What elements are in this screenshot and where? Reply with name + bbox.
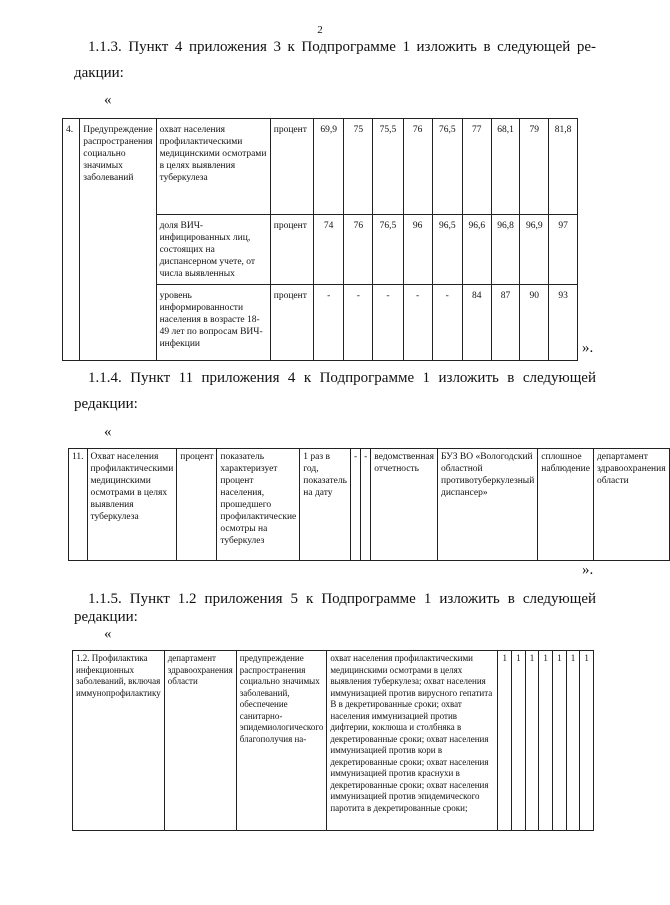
value-cell: 68,1 [491,119,520,215]
value-cell: 75 [344,119,373,215]
value-cell: 96,8 [491,215,520,285]
value-cell: 76 [344,215,373,285]
year-mark: 1 [580,651,594,831]
row-number: 11. [69,449,88,561]
section-heading-1: 1.1.3. Пункт 4 приложения 3 к Подпрограмме 1 изложить в следующей ре- [88,39,596,55]
definition: показатель характеризует процент населения, прошедшего профилактические осмотры на туберкулез [217,449,300,561]
value-cell: - [403,285,432,361]
section-heading-3: 1.1.5. Пункт 1.2 приложения 5 к Подпрограмме 1 изложить в следующей [88,591,596,607]
unit: процент [270,215,313,285]
unit: процент [270,119,313,215]
value-cell: 97 [549,215,578,285]
measure-name: Предупреждение распространения социально значимых заболеваний [80,119,156,361]
value-cell: 96,6 [462,215,491,285]
data-source: ведомственная отчетность [371,449,438,561]
value-cell: - [373,285,403,361]
goal: предупреждение распространения социально значимых заболеваний, обеспечение санитарно-эпидемиологического благополучия на- [236,651,327,831]
activity-name: 1.2. Профилактика инфекционных заболеваний, включая иммунопрофилактику [73,651,165,831]
value-cell: 87 [491,285,520,361]
indicators-table-2 [68,448,670,561]
empty-dash: - [350,449,360,561]
periodicity: 1 раз в год, показатель на дату [300,449,351,561]
section-heading-3-cont: редакции: [74,609,138,625]
indicators-list: охват населения профилактическими медицинскими осмотрами в целях выявления туберкулеза; охват населения иммунизацией против вирусного гепатита В в декретированные сроки; охват населения иммунизацией против дифтерии, коклюша и столбняка в декретированные сроки; охват населения иммунизацией против кори в декретированные сроки; охват населения иммунизацией против краснухи в декретированные сроки; охват населения иммунизацией против эпидемического паротита в декретированные сроки; [327,651,498,831]
year-mark: 1 [525,651,539,831]
year-mark: 1 [512,651,526,831]
section-heading-1-cont: дакции: [74,65,124,81]
close-quote-2: ». [582,562,594,578]
observation-method: сплошное наблюдение [538,449,594,561]
value-cell: 76,5 [373,215,403,285]
value-cell: 79 [520,119,549,215]
responsible-org: БУЗ ВО «Вологодский областной противотуберкулезный диспансер» [438,449,538,561]
section-heading-2-cont: редакции: [74,396,138,412]
open-quote-3: « [104,626,112,642]
indicator-name: Охват населения профилактическими медицинскими осмотрами в целях выявления туберкулеза [87,449,177,561]
open-quote-2: « [104,424,112,440]
responsible-department: департамент здравоохранения области [593,449,669,561]
value-cell: 81,8 [549,119,578,215]
value-cell: - [432,285,462,361]
empty-dash: - [361,449,371,561]
value-cell: 76,5 [432,119,462,215]
value-cell: - [314,285,344,361]
executor: департамент здравоохранения области [164,651,236,831]
indicator-text: охват населения профилактическими медицинскими осмотрами в целях выявления туберкулеза [156,119,270,215]
value-cell: 96,5 [432,215,462,285]
unit: процент [270,285,313,361]
value-cell: 76 [403,119,432,215]
value-cell: 96,9 [520,215,549,285]
unit: процент [177,449,217,561]
value-cell: 84 [462,285,491,361]
close-quote-1: ». [582,340,594,356]
value-cell: - [344,285,373,361]
year-mark: 1 [552,651,566,831]
value-cell: 93 [549,285,578,361]
indicator-text: доля ВИЧ-инфицированных лиц, состоящих на диспансерном учете, от числа выявленных [156,215,270,285]
value-cell: 69,9 [314,119,344,215]
value-cell: 90 [520,285,549,361]
activities-table [72,650,594,831]
value-cell: 77 [462,119,491,215]
indicator-text: уровень информированности населения в возрасте 18-49 лет по вопросам ВИЧ-инфекции [156,285,270,361]
section-heading-2: 1.1.4. Пункт 11 приложения 4 к Подпрограмме 1 изложить в следующей [88,370,596,386]
page-number: 2 [317,24,323,36]
indicators-table-1 [62,118,578,361]
row-number: 4. [63,119,80,361]
year-mark: 1 [498,651,512,831]
year-mark: 1 [566,651,580,831]
value-cell: 96 [403,215,432,285]
value-cell: 75,5 [373,119,403,215]
year-mark: 1 [539,651,553,831]
open-quote-1: « [104,92,112,108]
value-cell: 74 [314,215,344,285]
